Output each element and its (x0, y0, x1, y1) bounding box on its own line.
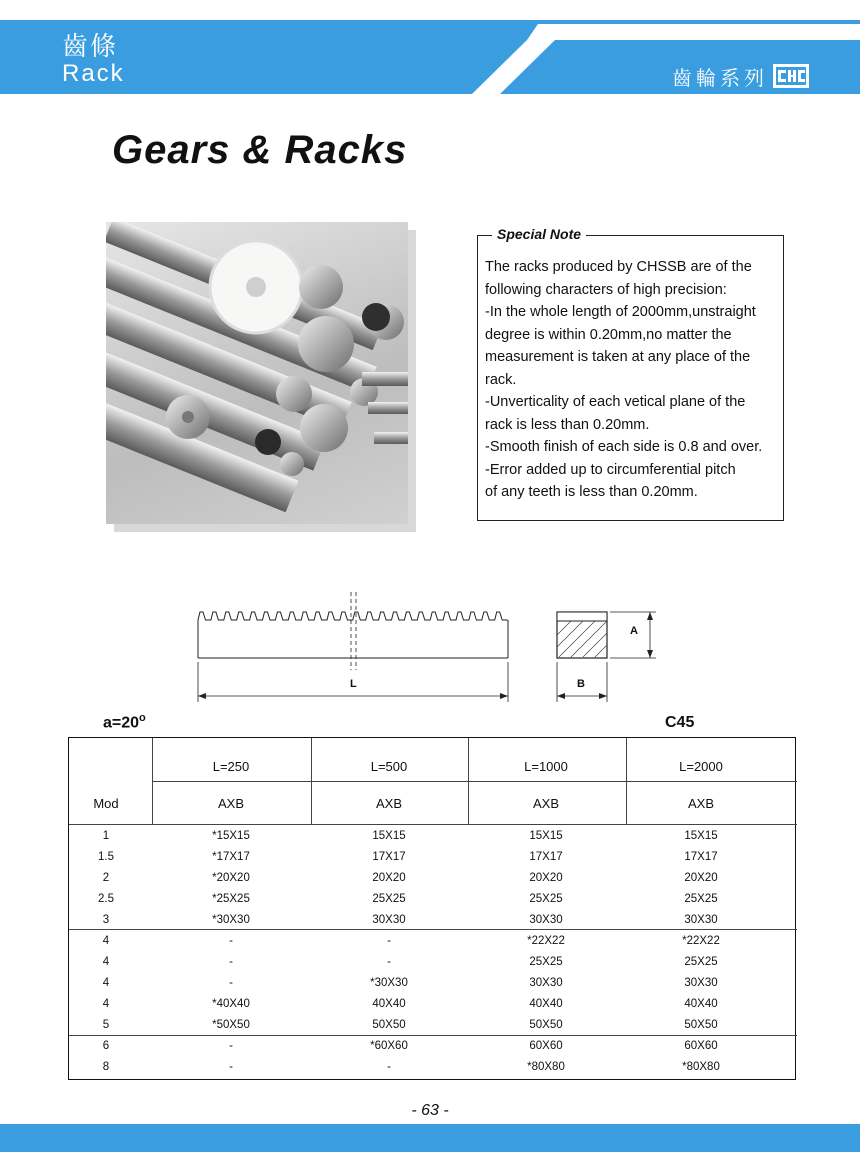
table-row-divider (152, 781, 797, 782)
pressure-angle-label: $a=20^o$ (103, 712, 146, 732)
table-cell-mod: 4 (102, 956, 110, 968)
table-cell-size: *22X22 (682, 935, 720, 947)
table-cell-size: - (229, 1040, 233, 1052)
table-cell-size: 25X25 (684, 956, 718, 968)
table-header-dims: AXB (532, 796, 559, 811)
page-title: Gears & Racks (112, 128, 408, 172)
table-cell-mod: 2 (102, 872, 110, 884)
table-cell-size: - (387, 956, 391, 968)
table-cell-size: 17X17 (684, 851, 718, 863)
table-cell-size: *80X80 (682, 1061, 720, 1073)
table-cell-size: - (229, 1061, 233, 1073)
table-cell-size: 30X30 (684, 914, 718, 926)
table-header-dims: AXB (217, 796, 244, 811)
gears-racks-illustration (106, 222, 408, 524)
table-cell-size: *22X22 (527, 935, 565, 947)
note-line: rack is less than 0.20mm. (485, 416, 650, 433)
note-line: measurement is taken at any place of the (485, 349, 751, 365)
note-line: -Smooth finish of each side is 0.8 and over. (485, 439, 763, 455)
table-cell-size: 50X50 (684, 1019, 718, 1031)
note-line: The racks produced by CHSSB are of the (485, 259, 752, 275)
special-note-text (485, 256, 780, 504)
table-cell-size: *20X20 (212, 872, 250, 884)
rack-spec-table (68, 737, 796, 1080)
table-cell-size: *15X15 (212, 830, 250, 842)
table-cell-size: *30X30 (370, 977, 408, 989)
table-cell-size: *25X25 (212, 893, 250, 905)
table-cell-size: *80X80 (527, 1061, 565, 1073)
table-cell-size: 40X40 (684, 998, 718, 1010)
table-header-dims: AXB (687, 796, 714, 811)
table-cell-mod: 8 (102, 1061, 110, 1073)
table-cell-mod: 5 (102, 1019, 110, 1031)
table-cell-size: 25X25 (529, 893, 563, 905)
note-line: following characters of high precision: (485, 281, 727, 298)
header-series-label: 齒輪系列 (672, 66, 768, 90)
header-title-cn: 齒條 (62, 32, 119, 62)
table-cell-size: *60X60 (370, 1040, 408, 1052)
note-line: -Unverticality of each vetical plane of the (485, 394, 746, 410)
table-cell-size: 20X20 (529, 872, 563, 884)
footer-bar (0, 1124, 860, 1152)
table-cell-mod: 4 (102, 998, 110, 1010)
table-cell-size: *40X40 (212, 998, 250, 1010)
table-cell-size: 60X60 (684, 1040, 718, 1052)
table-cell-size: 40X40 (529, 998, 563, 1010)
product-photo (106, 222, 408, 524)
table-header-length: L=250 (212, 759, 250, 774)
table-row-divider (69, 929, 797, 930)
table-cell-mod: 2.5 (98, 893, 114, 905)
table-cell-size: 25X25 (372, 893, 406, 905)
table-cell-size: - (387, 1061, 391, 1073)
page-number: - 63 - (411, 1102, 449, 1119)
table-cell-size: 15X15 (372, 830, 406, 842)
special-note-title: Special Note (492, 226, 586, 242)
table-cell-mod: 1 (102, 830, 110, 842)
table-header-length: L=2000 (679, 759, 723, 774)
material-label: C45 (665, 714, 695, 731)
table-cell-size: 30X30 (529, 977, 563, 989)
table-row-divider (69, 824, 797, 825)
note-line: degree is within 0.20mm,no matter the (485, 326, 732, 343)
table-cell-mod: 1.5 (98, 851, 114, 863)
table-cell-size: 60X60 (529, 1040, 563, 1052)
table-cell-size: 20X20 (372, 872, 406, 884)
rack-technical-drawing (190, 590, 670, 710)
note-line: of any teeth is less than 0.20mm. (485, 484, 698, 500)
table-cell-size: - (229, 935, 233, 947)
table-cell-size: *50X50 (212, 1019, 250, 1031)
table-cell-size: *17X17 (212, 851, 250, 863)
header-title-en: Rack (62, 60, 125, 87)
table-header-mod: Mod (93, 796, 119, 811)
table-cell-size: 50X50 (529, 1019, 563, 1031)
table-cell-size: *30X30 (212, 914, 250, 926)
table-cell-mod: 3 (102, 914, 110, 926)
table-cell-size: 30X30 (684, 977, 718, 989)
height-label: A (630, 625, 638, 637)
table-cell-size: 17X17 (529, 851, 563, 863)
length-label: L (350, 678, 357, 690)
table-cell-size: 30X30 (372, 914, 406, 926)
table-cell-mod: 4 (102, 935, 110, 947)
table-cell-mod: 4 (102, 977, 110, 989)
table-header-length: L=1000 (524, 759, 568, 774)
note-line: -Error added up to circumferential pitch (485, 461, 736, 478)
table-cell-size: 40X40 (372, 998, 406, 1010)
table-cell-size: 25X25 (529, 956, 563, 968)
note-line: -In the whole length of 2000mm,unstraight (485, 304, 756, 320)
table-cell-size: - (229, 977, 233, 989)
table-cell-size: 17X17 (372, 851, 406, 863)
table-cell-size: 25X25 (684, 893, 718, 905)
table-cell-size: 50X50 (372, 1019, 406, 1031)
table-cell-mod: 6 (102, 1040, 110, 1052)
note-line: rack. (485, 371, 517, 388)
table-cell-size: - (229, 956, 233, 968)
chc-logo (773, 64, 809, 88)
rack-teeth-outline (198, 612, 508, 620)
table-cell-size: 20X20 (684, 872, 718, 884)
table-cell-size: 15X15 (684, 830, 718, 842)
table-header-length: L=500 (370, 759, 408, 774)
table-cell-size: - (387, 935, 391, 947)
table-cell-size: 30X30 (529, 914, 563, 926)
table-cell-size: 15X15 (529, 830, 563, 842)
table-row-divider (69, 1035, 797, 1036)
table-header-dims: AXB (375, 796, 402, 811)
width-label: B (577, 678, 585, 690)
